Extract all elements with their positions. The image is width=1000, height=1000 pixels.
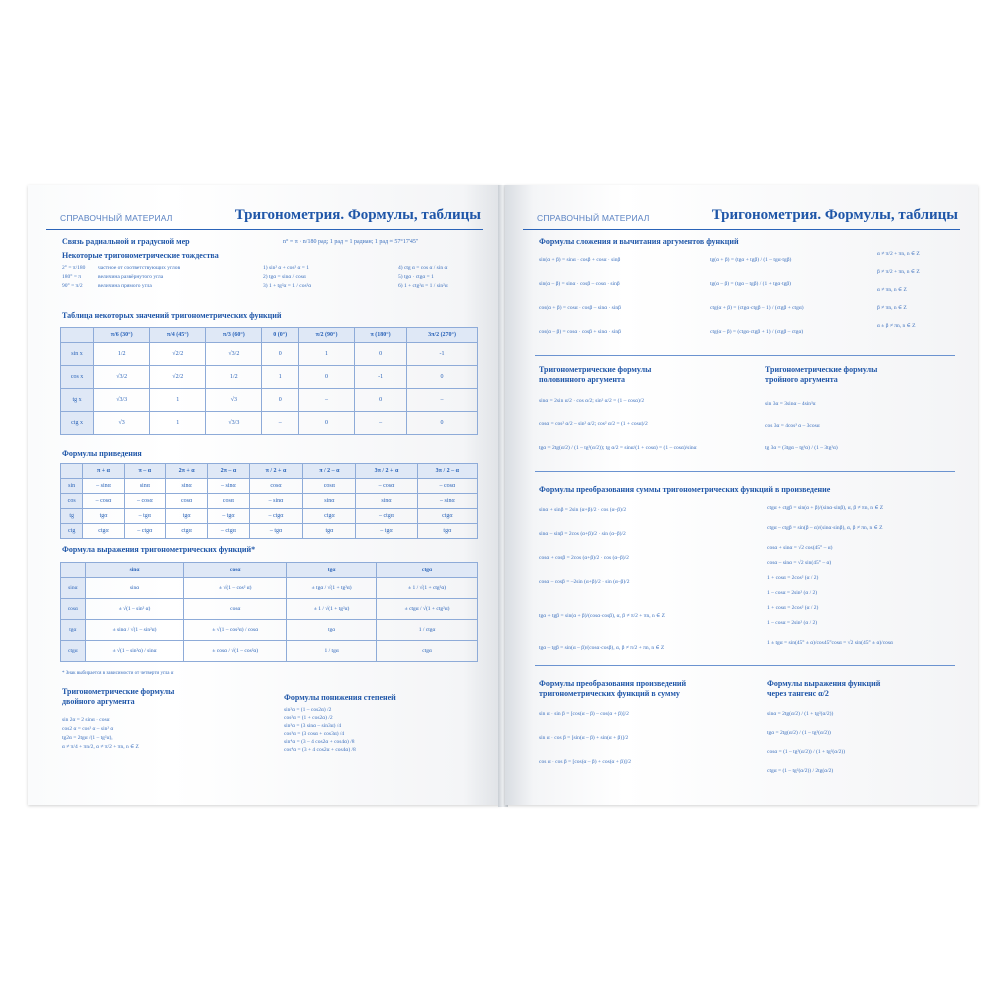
addition-heading: Формулы сложения и вычитания аргументов функций (539, 237, 739, 246)
table-cell: √3 (206, 389, 262, 412)
identity-4: 4) ctg α = cos α / sin α (398, 265, 448, 271)
p2s-heading-2: тригонометрических функций в сумму (539, 689, 680, 698)
table-cell: √2/2 (150, 366, 206, 389)
table-cell: 1 (150, 389, 206, 412)
table-cell: ± tgα / √(1 + tg²α) (287, 578, 377, 599)
section-label: СПРАВОЧНЫЙ МАТЕРИАЛ (537, 213, 650, 223)
table-cell: – sinα (83, 479, 124, 494)
table-cell: ctgα (377, 641, 478, 662)
table-row (61, 641, 478, 662)
table-cell: – tgα (208, 509, 249, 524)
tan-half-heading-1: Формулы выражения функций (767, 679, 881, 688)
table-row-header: sinα (61, 578, 86, 599)
table-cell: 0 (407, 366, 478, 389)
table-row-header: tg (61, 509, 83, 524)
table-cell: ± ctgα / √(1 + ctg²α) (377, 599, 478, 620)
table-header-cell: 2π – α (208, 464, 249, 479)
triple-heading-2: тройного аргумента (765, 375, 838, 384)
s2p-left-1: sinα + sinβ = 2sin (α+β)/2 · cos (α–β)/2 (539, 507, 627, 513)
double-line-1: sin 2α = 2 sinα · cosα (62, 717, 110, 723)
table-header-cell (61, 328, 94, 343)
table-cell: – ctgα (356, 509, 417, 524)
table-cell: √3/3 (206, 412, 262, 435)
table-row (61, 524, 478, 539)
p2s-line-3: cos α · cos β = [cos(α – β) + cos(α + β)]/2 (539, 759, 632, 765)
table-cell: – cosα (356, 479, 417, 494)
s2p-right-3: cosα + sinα = √2 cos(45° – α) (767, 545, 833, 551)
powers-line-1: sin²α = (1 – cos2α) /2 (284, 707, 332, 713)
table-row (61, 509, 478, 524)
p2s-line-1: sin α · sin β = [cos(α – β) – cos(α + β)]/2 (539, 711, 629, 717)
table-header-cell: π (180°) (355, 328, 407, 343)
s2p-left-2: sinα – sinβ = 2cos (α+β)/2 · sin (α–β)/2 (539, 531, 626, 537)
expression-heading: Формула выражения тригонометрических функций* (62, 545, 256, 554)
identity-2: 2) tgα = sinα / cosα (263, 274, 306, 280)
table-cell: tgα (287, 620, 377, 641)
identity-6: 6) 1 + ctg²α = 1 / sin²α (398, 283, 448, 289)
s2p-right-5: 1 + cosα = 2cos² (α / 2) (767, 575, 819, 581)
table-cell: tgα (417, 524, 477, 539)
table-header-cell: π / 2 + α (249, 464, 303, 479)
table-cell: 1 (150, 412, 206, 435)
table-cell: – (355, 412, 407, 435)
table-cell: 0 (407, 412, 478, 435)
table-cell: -1 (407, 343, 478, 366)
table-cell: ± √(1 – cos²α) / cosα (184, 620, 287, 641)
table-cell: cosα (165, 494, 207, 509)
addition-cond-3: α ≠ πn, n ∈ Z (877, 287, 907, 293)
table-cell: – tgα (356, 524, 417, 539)
table-cell: ± cosα / √(1 – cos²α) (184, 641, 287, 662)
s2p-right-1: ctgα + ctgβ = sin(α + β)/(sinα·sinβ), α, β ≠ πn, n ∈ Z (767, 505, 884, 511)
table-cell: – tgα (124, 509, 165, 524)
table-cell: √3/2 (94, 366, 150, 389)
expression-footnote: * Знак выбирается в зависимости от четверти угла α (62, 671, 174, 676)
table-row (61, 389, 478, 412)
table-cell: – ctgα (249, 509, 303, 524)
reduction-table (60, 463, 478, 539)
double-line-4: α ≠ π/4 + πn/2, α ≠ π/2 + πn, n ∈ Z (62, 744, 139, 750)
addition-cond-5: α ± β ≠ πn, n ∈ Z (877, 323, 916, 329)
tan-half-line-4: ctgα = (1 – tg²(α/2)) / 2tg(α/2) (767, 768, 834, 774)
table-row-header: tgα (61, 620, 86, 641)
table-cell: 0 (355, 343, 407, 366)
double-line-2: cos2 α = cos² α – sin² α (62, 726, 114, 732)
notebook-spread (28, 185, 978, 810)
table-cell: -1 (355, 366, 407, 389)
divider (535, 471, 955, 472)
table-row-header: ctgα (61, 641, 86, 662)
half-line-2: cosα = cos² α/2 – sin² α/2; cos² α/2 = (1 + cosα)/2 (539, 421, 648, 427)
table-header-cell: π/4 (45°) (150, 328, 206, 343)
addition-mid-1: tg(α + β) = (tgα + tgβ) / (1 – tgα·tgβ) (710, 257, 792, 263)
table-cell: ctgα (417, 509, 477, 524)
table-cell: ± √(1 – cos² α) (184, 578, 287, 599)
table-cell: tgα (165, 509, 207, 524)
table-cell: ± sinα / √(1 – sin²α) (85, 620, 184, 641)
table-cell: – cosα (417, 479, 477, 494)
identity-deg-1: 2° = π/180 (62, 265, 86, 271)
table-cell: – cosα (124, 494, 165, 509)
page-title: Тригонометрия. Формулы, таблицы (711, 207, 958, 223)
s2p-left-6: tgα – tgβ = sin(α – β)/(cosα·cosβ), α, β ≠ π/2 + πn, n ∈ Z (539, 645, 665, 651)
table-header-cell: tgα (287, 563, 377, 578)
addition-mid-3: ctg(α + β) = (ctgα·ctgβ – 1) / (ctgβ + ctgα) (710, 305, 804, 311)
table-header-row (61, 328, 478, 343)
half-line-1: sinα = 2sin α/2 · cos α/2; sin² α/2 = (1 – cosα)/2 (539, 398, 645, 404)
table-cell: 1 (262, 366, 299, 389)
table-row-header: sin (61, 479, 83, 494)
table-cell: – ctgα (208, 524, 249, 539)
table-header-cell: 3π / 2 – α (417, 464, 477, 479)
table-cell: – (407, 389, 478, 412)
double-heading-2: двойного аргумента (62, 697, 135, 706)
table-cell: sinα (356, 494, 417, 509)
expression-table (60, 562, 478, 662)
s2p-left-4: cosα – cosβ = –2sin (α+β)/2 · sin (α–β)/2 (539, 579, 630, 585)
s2p-right-4: cosα – sinα = √2 sin(45° – α) (767, 560, 832, 566)
addition-left-4: cos(α – β) = cosα · cosβ + sinα · sinβ (539, 329, 621, 335)
addition-cond-2: β ≠ π/2 + πn, n ∈ Z (877, 269, 920, 275)
table-cell: ± 1 / √(1 + ctg²α) (377, 578, 478, 599)
table-cell: – sinα (417, 494, 477, 509)
divider (535, 355, 955, 356)
table-header-cell: π/2 (90°) (298, 328, 354, 343)
tan-half-line-2: tgα = 2tg(α/2) / (1 – tg²(α/2)) (767, 730, 831, 736)
radian-heading: Связь радиальной и градусной мер (62, 237, 190, 246)
table-header-cell: 2π + α (165, 464, 207, 479)
table-header-cell: ctgα (377, 563, 478, 578)
right-page-header (523, 207, 960, 230)
powers-line-6: cos⁴α = (3 + 4 cos2α + cos4α) /8 (284, 747, 356, 753)
powers-heading: Формулы понижения степеней (284, 693, 396, 702)
page-title: Тригонометрия. Формулы, таблицы (234, 207, 481, 223)
table-header-row (61, 563, 478, 578)
table-cell: tgα (83, 509, 124, 524)
table-header-cell: sinα (85, 563, 184, 578)
table-cell: – sinα (208, 479, 249, 494)
table-row (61, 578, 478, 599)
table-cell: cosα (184, 599, 287, 620)
table-header-cell: 3π/2 (270°) (407, 328, 478, 343)
reduction-heading: Формулы приведения (62, 449, 142, 458)
addition-cond-1: α ≠ π/2 + πn, n ∈ Z (877, 251, 920, 257)
triple-line-2: cos 3α = 4cos³ α – 3cosα (765, 423, 820, 429)
identity-5: 5) tgα · ctgα = 1 (398, 274, 434, 280)
tan-half-line-1: sinα = 2tg(α/2) / (1 + tg²(α/2)) (767, 711, 834, 717)
table-cell: 0 (298, 412, 354, 435)
table-cell: cosα (249, 479, 303, 494)
table-row-header: tg x (61, 389, 94, 412)
powers-line-3: sin³α = (3 sinα – sin3α) /4 (284, 723, 342, 729)
addition-mid-4: ctg(α – β) = (ctgα·ctgβ + 1) / (ctgβ – ctgα) (710, 329, 804, 335)
table-row (61, 599, 478, 620)
table-cell: 1/2 (94, 343, 150, 366)
identity-deg-2: 180° = π (62, 274, 82, 280)
s2p-right-9: 1 ± tgα = sin(45° ± α)/cos45°cosα = √2 sin(45° ± α)/cosα (767, 640, 893, 646)
triple-line-1: sin 3α = 3sinα – 4sin³α (765, 401, 816, 407)
table-cell: tgα (303, 524, 356, 539)
left-page-header (46, 207, 483, 230)
table-header-row (61, 464, 478, 479)
values-table (60, 327, 478, 435)
double-heading-1: Тригонометрические формулы (62, 687, 175, 696)
table-row-header: ctg x (61, 412, 94, 435)
section-label: СПРАВОЧНЫЙ МАТЕРИАЛ (60, 213, 173, 223)
table-cell: √2/2 (150, 343, 206, 366)
table-cell: ctgα (83, 524, 124, 539)
table-row (61, 620, 478, 641)
s2p-left-3: cosα + cosβ = 2cos (α+β)/2 · cos (α–β)/2 (539, 555, 629, 561)
half-line-3: tgα = 2tg(α/2) / (1 – tg²(α/2)); tg α/2 = sinα/(1 + cosα) = (1 – cosα)/sinα (539, 445, 697, 451)
table-cell: 1/2 (206, 366, 262, 389)
table-row (61, 343, 478, 366)
left-page (28, 185, 501, 805)
table-row-header: sin x (61, 343, 94, 366)
half-heading-2: половинного аргумента (539, 375, 625, 384)
table-cell: 0 (262, 343, 299, 366)
s2p-right-7: 1 + cosα = 2cos² (α / 2) (767, 605, 819, 611)
table-row (61, 366, 478, 389)
identities-heading: Некоторые тригонометрические тождества (62, 251, 219, 260)
table-header-cell: π/3 (60°) (206, 328, 262, 343)
tan-half-line-3: cosα = (1 – tg²(α/2)) / (1 + tg²(α/2)) (767, 749, 846, 755)
s2p-left-5: tgα + tgβ = sin(α + β)/(cosα·cosβ), α, β ≠ π/2 + πn, n ∈ Z (539, 613, 665, 619)
table-header-cell (61, 563, 86, 578)
table-cell: ± √(1 – sin² α) (85, 599, 184, 620)
addition-mid-2: tg(α – β) = (tgα – tgβ) / (1 + tgα·tgβ) (710, 281, 791, 287)
table-row (61, 479, 478, 494)
powers-line-5: sin⁴α = (3 – 4 cos2α + cos4α) /8 (284, 739, 355, 745)
table-cell: cosα (208, 494, 249, 509)
table-row (61, 494, 478, 509)
table-cell: – ctgα (124, 524, 165, 539)
table-row-header: ctg (61, 524, 83, 539)
table-cell: √3/2 (206, 343, 262, 366)
powers-line-2: cos²α = (1 + cos2α) /2 (284, 715, 333, 721)
addition-left-1: sin(α + β) = sinα · cosβ + cosα · sinβ (539, 257, 621, 263)
identity-note-3: величина прямого угла (98, 283, 152, 289)
table-cell: – (262, 412, 299, 435)
p2s-line-2: sin α · cos β = [sin(α – β) + sin(α + β)]/2 (539, 735, 629, 741)
p2s-heading-1: Формулы преобразования произведений (539, 679, 687, 688)
table-cell: – cosα (83, 494, 124, 509)
table-row-header: cosα (61, 599, 86, 620)
table-header-cell: 3π / 2 + α (356, 464, 417, 479)
table-header-cell: π + α (83, 464, 124, 479)
table-header-cell (61, 464, 83, 479)
table-header-cell: π/6 (30°) (94, 328, 150, 343)
table-cell: – tgα (249, 524, 303, 539)
triple-line-3: tg 3α = (3tgα – tg³α) / (1 – 3tg²α) (765, 445, 838, 451)
table-cell: sinα (85, 578, 184, 599)
s2p-right-6: 1 – cosα = 2sin² (α / 2) (767, 590, 818, 596)
table-cell: ± √(1 – sin²α) / sinα (85, 641, 184, 662)
s2p-right-8: 1 – cosα = 2sin² (α / 2) (767, 620, 818, 626)
table-cell: 1 / tgα (287, 641, 377, 662)
s2p-right-2: ctgα – ctgβ = sin(β – α)/(sinα·sinβ), α, β ≠ πn, n ∈ Z (767, 525, 883, 531)
table-cell: √3/3 (94, 389, 150, 412)
identity-1: 1) sin² α + cos² α = 1 (263, 265, 309, 271)
radian-formula: n° = π · n/180 рад; 1 рад = 1 радиан; 1 рад ≈ 57°17'45" (283, 239, 419, 245)
addition-left-3: cos(α + β) = cosα · cosβ – sinα · sinβ (539, 305, 621, 311)
double-line-3: tg2α = 2tgα /(1 – tg²α), (62, 735, 113, 741)
table-cell: ± 1 / √(1 + tg²α) (287, 599, 377, 620)
powers-line-4: cos³α = (3 cosα + cos3α) /4 (284, 731, 345, 737)
sum-to-product-heading: Формулы преобразования суммы тригонометрических функций в произведение (539, 485, 831, 494)
table-cell: sinα (303, 494, 356, 509)
table-cell: – (298, 389, 354, 412)
table-header-cell: 0 (0°) (262, 328, 299, 343)
table-header-cell: π – α (124, 464, 165, 479)
table-cell: sinα (124, 479, 165, 494)
identity-note-1: частное от соответствующих углов (98, 265, 181, 271)
divider (535, 665, 955, 666)
triple-heading-1: Тригонометрические формулы (765, 365, 878, 374)
table-cell: 0 (262, 389, 299, 412)
table-cell: 0 (355, 389, 407, 412)
table-cell: sinα (165, 479, 207, 494)
table-cell: cosα (303, 479, 356, 494)
table-cell: – sinα (249, 494, 303, 509)
right-page (505, 185, 978, 805)
table-header-cell: π / 2 – α (303, 464, 356, 479)
identity-note-2: величина развёрнутого угла (98, 274, 164, 280)
values-table-heading: Таблица некоторых значений тригонометрических функций (62, 311, 282, 320)
table-cell: 1 (298, 343, 354, 366)
table-cell: ctgα (303, 509, 356, 524)
table-row-header: cos (61, 494, 83, 509)
half-heading-1: Тригонометрические формулы (539, 365, 652, 374)
tan-half-heading-2: через тангенс α/2 (767, 689, 829, 698)
table-header-cell: cosα (184, 563, 287, 578)
table-cell: 1 / ctgα (377, 620, 478, 641)
table-row-header: cos x (61, 366, 94, 389)
addition-left-2: sin(α – β) = sinα · cosβ – cosα · sinβ (539, 281, 620, 287)
addition-cond-4: β ≠ πn, n ∈ Z (877, 305, 907, 311)
identity-deg-3: 90° = π/2 (62, 283, 83, 289)
table-cell: √3 (94, 412, 150, 435)
identity-3: 3) 1 + tg²α = 1 / cos²α (263, 283, 312, 289)
table-cell: 0 (298, 366, 354, 389)
table-cell: ctgα (165, 524, 207, 539)
table-row (61, 412, 478, 435)
